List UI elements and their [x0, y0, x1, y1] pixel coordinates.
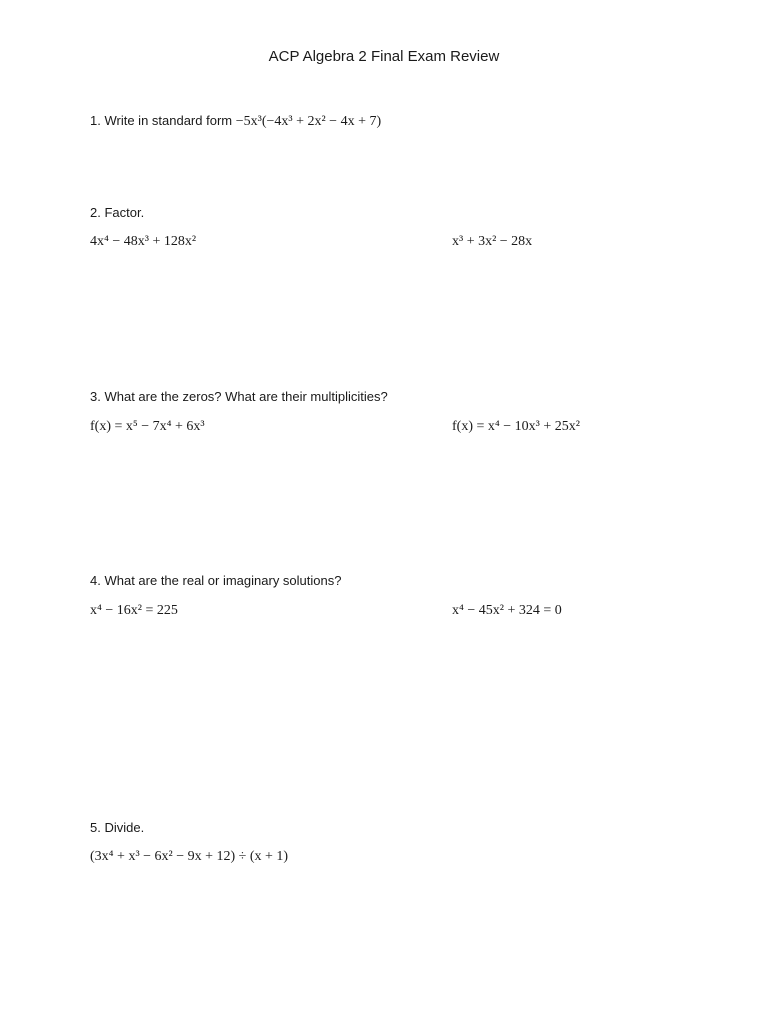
question-4-expression-a: x⁴ − 16x² = 225	[90, 603, 178, 618]
question-1-expression: −5x³(−4x³ + 2x² − 4x + 7)	[235, 114, 382, 129]
question-3-prompt: What are the zeros? What are their multiplicities?	[104, 389, 388, 404]
question-3-number: 3.	[90, 389, 101, 404]
question-2-prompt: Factor.	[104, 205, 145, 220]
question-4-expression-b: x⁴ − 45x² + 324 = 0	[452, 603, 562, 618]
question-3	[90, 389, 388, 404]
question-4	[90, 573, 341, 588]
question-4-prompt: What are the real or imaginary solutions?	[104, 573, 342, 588]
question-2	[90, 205, 144, 220]
question-1-number: 1.	[90, 113, 101, 128]
question-4-number: 4.	[90, 573, 101, 588]
question-1-prompt: Write in standard form	[104, 113, 233, 128]
page-title: ACP Algebra 2 Final Exam Review	[268, 48, 500, 65]
question-3-expression-a: f(x) = x⁵ − 7x⁴ + 6x³	[90, 419, 205, 434]
question-2-expression-b: x³ + 3x² − 28x	[452, 234, 533, 249]
question-2-number: 2.	[90, 205, 101, 220]
question-1	[90, 113, 381, 130]
question-5-number: 5.	[90, 820, 101, 835]
question-5-expression: (3x⁴ + x³ − 6x² − 9x + 12) ÷ (x + 1)	[90, 849, 289, 864]
question-2-expression-a: 4x⁴ − 48x³ + 128x²	[90, 234, 197, 249]
question-3-expression-b: f(x) = x⁴ − 10x³ + 25x²	[452, 419, 580, 434]
question-5-prompt: Divide.	[104, 820, 145, 835]
question-5	[90, 820, 144, 835]
